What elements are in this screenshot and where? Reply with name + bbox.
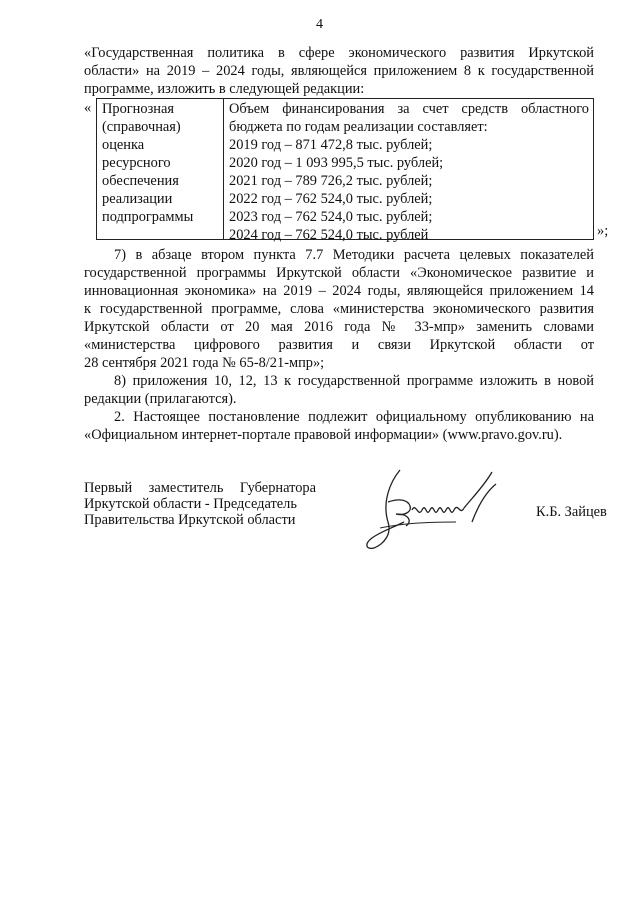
handwritten-signature (360, 462, 510, 562)
item2-line: «Официальном интернет-портале правовой информации» (www.pravo.gov.ru). (84, 427, 563, 443)
table-left-cell (102, 100, 193, 226)
item7-line: инновационная экономика» на 2019 – 2024 годы, являющейся приложением 14 (84, 283, 594, 299)
signatory-title-line: Правительства Иркутской области (84, 512, 296, 528)
table-open-quote: « (84, 100, 92, 116)
left-cell-line: оценка (102, 137, 145, 153)
right-cell-line: 2023 год – 762 524,0 тыс. рублей; (229, 209, 433, 225)
intro-line: области» на 2019 – 2024 годы, являющейся приложением 8 к государственной (84, 63, 594, 79)
item7-line: 28 сентября 2021 года № 65-8/21-мпр»; (84, 355, 325, 371)
left-cell-line: (справочная) (102, 119, 181, 135)
signatory-title-line: Первый заместитель Губернатора (84, 480, 316, 496)
right-cell-line: 2020 год – 1 093 995,5 тыс. рублей; (229, 155, 444, 171)
left-cell-line: реализации (102, 191, 173, 207)
item8-line: редакции (прилагаются). (84, 391, 237, 407)
table-right-cell (229, 100, 589, 244)
right-cell-line: 2019 год – 871 472,8 тыс. рублей; (229, 137, 433, 153)
item7-line: к государственной программе, слова «министерства экономического развития (84, 301, 594, 317)
resource-table (96, 98, 594, 243)
left-cell-line: обеспечения (102, 173, 179, 189)
intro-line: программе, изложить в следующей редакции: (84, 81, 365, 97)
right-cell-line: 2022 год – 762 524,0 тыс. рублей; (229, 191, 433, 207)
left-cell-line: ресурсного (102, 155, 171, 171)
right-cell-line: 2021 год – 789 726,2 тыс. рублей; (229, 173, 433, 189)
item7-line: государственной программы Иркутской области «Экономическое развитие и (84, 265, 594, 281)
page-number: 4 (316, 17, 323, 32)
left-cell-line: подпрограммы (102, 209, 194, 225)
signatory-title-line: Иркутской области - Председатель (84, 496, 297, 512)
item7-line: 7) в абзаце втором пункта 7.7 Методики расчета целевых показателей (114, 247, 594, 263)
left-cell-line: Прогнозная (102, 101, 174, 117)
right-cell-line: 2024 год – 762 524,0 тыс. рублей (229, 227, 429, 243)
right-cell-line: Объем финансирования за счет средств областного (229, 101, 589, 117)
table-close-quote: »; (597, 223, 609, 239)
item8-line: 8) приложения 10, 12, 13 к государственной программе изложить в новой (114, 373, 594, 389)
item7-line: Иркутской области от 20 мая 2016 года № 33-мпр» заменить словами (84, 319, 594, 335)
intro-line: «Государственная политика в сфере экономического развития Иркутской (84, 45, 594, 61)
right-cell-line: бюджета по годам реализации составляет: (229, 119, 488, 135)
item2-line: 2. Настоящее постановление подлежит официальному опубликованию на (114, 409, 594, 425)
signatory-name: К.Б. Зайцев (536, 504, 607, 520)
table-divider (223, 99, 224, 239)
item7-line: «министерства цифрового развития и связи Иркутской области от (84, 337, 594, 353)
